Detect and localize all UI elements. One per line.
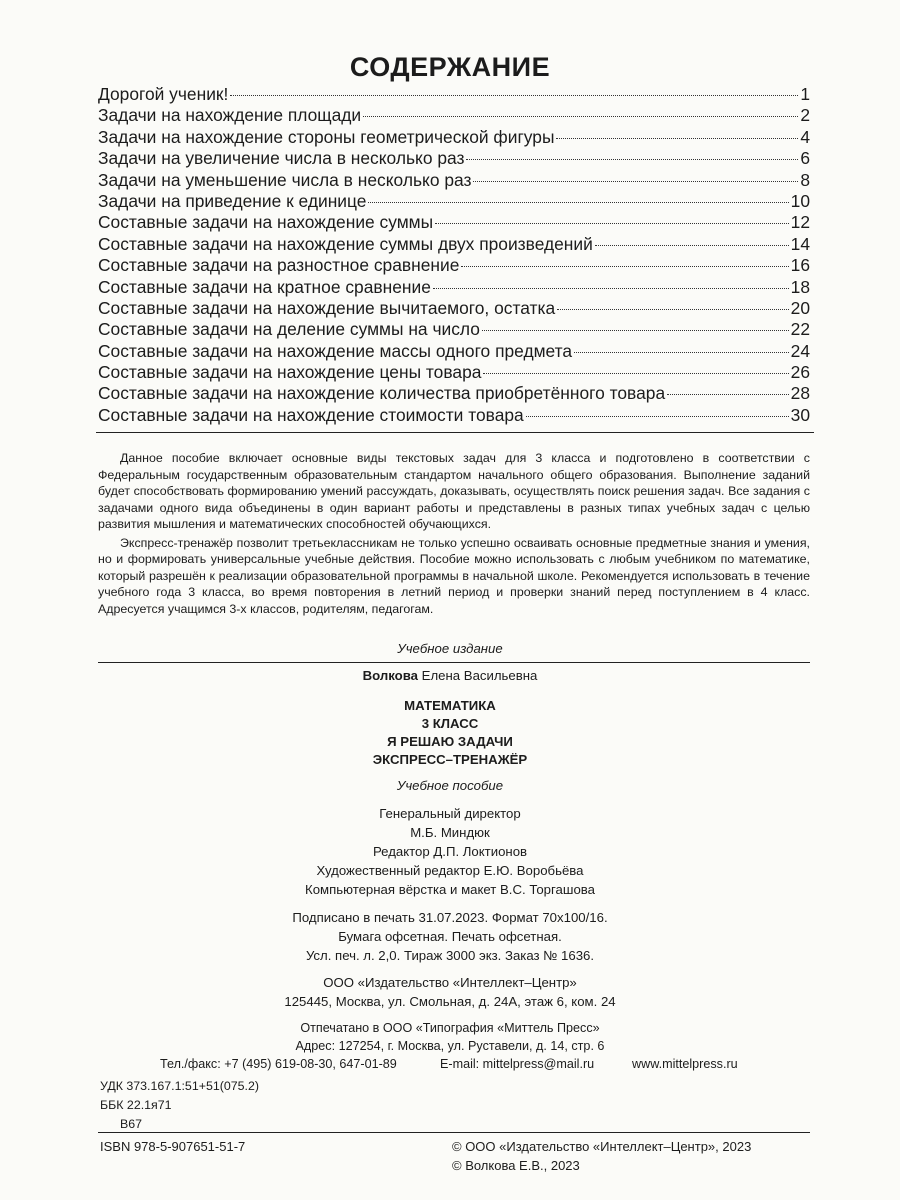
toc-leader-dots	[557, 309, 789, 310]
toc-leader-dots	[363, 116, 798, 117]
author-line	[0, 668, 900, 683]
toc-entry-title: Составные задачи на нахождение стоимости товара	[98, 404, 524, 425]
book-title-line-4: ЭКСПРЕСС–ТРЕНАЖЁР	[372, 752, 528, 767]
toc-entry	[98, 255, 810, 276]
toc-entry	[98, 341, 810, 362]
toc-entry-page: 4	[800, 126, 810, 147]
book-title-line-1: МАТЕМАТИКА	[404, 698, 496, 713]
book-description	[98, 450, 810, 617]
toc-entry-page: 6	[800, 148, 810, 169]
printer-address: Адрес: 127254, г. Москва, ул. Руставели, д. 14, стр. 6	[295, 1039, 605, 1053]
table-of-contents	[98, 84, 810, 426]
toc-entry	[98, 405, 810, 426]
toc-title: СОДЕРЖАНИЕ	[349, 52, 551, 82]
description-paragraph-1: Данное пособие включает основные виды текстовых задач для 3 класса и подготовлено в соответствии с Федеральным государственным образовательным стандартом начального общего образования. Выполнение заданий будет способствовать формированию умений рассуждать, доказывать, осуществлять поиск решения задач. Все задания с задачами одного вида объединены в один вариант работы и представлены в разных типах учебных задач с целью развития мышления и математических способностей обучающихся.	[98, 451, 810, 531]
description-paragraph-2: Экспресс-тренажёр позволит третьеклассникам не только успешно осваивать основные предметные знания и умения, но и формировать универсальные учебные действия. Пособие можно использовать с любым учебником по математике, который разрешён к реализации образовательной программы в начальной школе. Рекомендуется использовать в течение учебного года 3 класса, во время повторения в летний период и проверки знаний перед поступлением в 4 класс. Адресуется учащимся 3-х классов, родителям, педагогам.	[98, 535, 810, 616]
toc-entry-title: Задачи на нахождение площади	[98, 105, 362, 126]
bottom-divider	[98, 1132, 810, 1133]
toc-entry-page: 16	[790, 255, 810, 276]
toc-leader-dots	[595, 245, 789, 246]
toc-entry-title: Составные задачи на нахождение количества приобретённого товара	[98, 383, 666, 404]
toc-entry-title: Задачи на нахождение стороны геометрической фигуры	[98, 126, 555, 147]
toc-entry	[98, 319, 810, 340]
toc-entry	[98, 298, 810, 319]
toc-entry-title: Составные задачи на кратное сравнение	[98, 276, 431, 297]
book-title-line-3: Я РЕШАЮ ЗАДАЧИ	[387, 734, 513, 749]
publisher-address: 125445, Москва, ул. Смольная, д. 24А, этаж 6, ком. 24	[284, 994, 616, 1009]
toc-entry-title: Составные задачи на нахождение суммы	[98, 212, 434, 233]
publisher-name: ООО «Издательство «Интеллект–Центр»	[323, 975, 577, 990]
author-name: Елена Васильевна	[418, 668, 538, 683]
toc-entry	[98, 170, 810, 191]
section-divider	[98, 662, 810, 663]
toc-entry-title: Задачи на приведение к единице	[98, 190, 367, 211]
toc-entry	[98, 84, 810, 105]
director-role: Генеральный директор	[379, 806, 521, 821]
printer-website: www.mittelpress.ru	[632, 1057, 738, 1071]
toc-leader-dots	[230, 95, 798, 96]
toc-entry	[98, 234, 810, 255]
book-title-line-2: 3 КЛАСС	[421, 716, 479, 731]
toc-entry-title: Составные задачи на нахождение массы одного предмета	[98, 340, 573, 361]
toc-entry-page: 14	[790, 233, 810, 254]
toc-entry-page: 12	[790, 212, 810, 233]
isbn: ISBN 978-5-907651-51-7	[100, 1139, 246, 1154]
printer-phone: Тел./факс: +7 (495) 619-08-30, 647-01-89	[160, 1057, 397, 1071]
toc-leader-dots	[368, 202, 788, 203]
toc-entry	[98, 105, 810, 126]
print-info-1: Подписано в печать 31.07.2023. Формат 70х100/16.	[292, 910, 608, 925]
toc-entry-page: 26	[790, 362, 810, 383]
toc-entry	[98, 127, 810, 148]
toc-leader-dots	[556, 138, 798, 139]
toc-leader-dots	[433, 288, 789, 289]
toc-entry	[98, 383, 810, 404]
toc-leader-dots	[526, 416, 789, 417]
toc-leader-dots	[482, 330, 789, 331]
toc-entry	[98, 362, 810, 383]
toc-entry-page: 20	[790, 297, 810, 318]
toc-entry-title: Составные задачи на разностное сравнение	[98, 255, 460, 276]
toc-leader-dots	[473, 181, 798, 182]
toc-entry-title: Задачи на уменьшение числа в несколько раз	[98, 169, 472, 190]
toc-entry-page: 28	[790, 383, 810, 404]
printer-name: Отпечатано в ООО «Типография «Миттель Пресс»	[300, 1021, 600, 1035]
author-mark: В67	[120, 1117, 143, 1131]
toc-entry	[98, 212, 810, 233]
toc-entry-title: Составные задачи на нахождение вычитаемого, остатка	[98, 297, 556, 318]
toc-leader-dots	[667, 394, 789, 395]
copyright-author: © Волкова Е.В., 2023	[452, 1158, 580, 1173]
toc-leader-dots	[483, 373, 788, 374]
toc-leader-dots	[461, 266, 788, 267]
art-editor: Художественный редактор Е.Ю. Воробьёва	[316, 863, 584, 878]
edition-type: Учебное издание	[397, 641, 503, 656]
book-type: Учебное пособие	[396, 778, 504, 793]
print-info-3: Усл. печ. л. 2,0. Тираж 3000 экз. Заказ № 1636.	[305, 948, 595, 963]
toc-entry-page: 1	[800, 84, 810, 104]
layout-credit: Компьютерная вёрстка и макет В.С. Торгашова	[305, 882, 595, 897]
toc-entry-page: 2	[800, 105, 810, 126]
toc-entry-title: Составные задачи на нахождение цены товара	[98, 362, 482, 383]
toc-entry-title: Составные задачи на нахождение суммы двух произведений	[98, 233, 593, 254]
author-surname: Волкова	[362, 668, 418, 683]
toc-leader-dots	[435, 223, 789, 224]
printer-email: E-mail: mittelpress@mail.ru	[440, 1057, 595, 1071]
toc-entry	[98, 148, 810, 169]
udk-code: УДК 373.167.1:51+51(075.2)	[100, 1079, 259, 1093]
toc-entry-page: 24	[790, 340, 810, 361]
toc-leader-dots	[574, 352, 789, 353]
director-name: М.Б. Миндюк	[410, 825, 490, 840]
toc-entry-page: 18	[790, 276, 810, 297]
print-info-2: Бумага офсетная. Печать офсетная.	[338, 929, 562, 944]
toc-leader-dots	[466, 159, 798, 160]
editor: Редактор Д.П. Локтионов	[372, 844, 528, 859]
toc-entry-title: Составные задачи на деление суммы на число	[98, 319, 480, 340]
bbk-code: ББК 22.1я71	[100, 1098, 172, 1112]
copyright-publisher: © ООО «Издательство «Интеллект–Центр», 2023	[452, 1139, 752, 1154]
toc-entry-page: 10	[790, 190, 810, 211]
toc-entry	[98, 277, 810, 298]
toc-entry-page: 8	[800, 169, 810, 190]
toc-entry-title: Задачи на увеличение числа в несколько раз	[98, 148, 465, 169]
toc-entry-page: 22	[790, 319, 810, 340]
toc-entry-page: 30	[790, 404, 810, 425]
toc-entry-title: Дорогой ученик!	[98, 84, 229, 104]
toc-entry	[98, 191, 810, 212]
